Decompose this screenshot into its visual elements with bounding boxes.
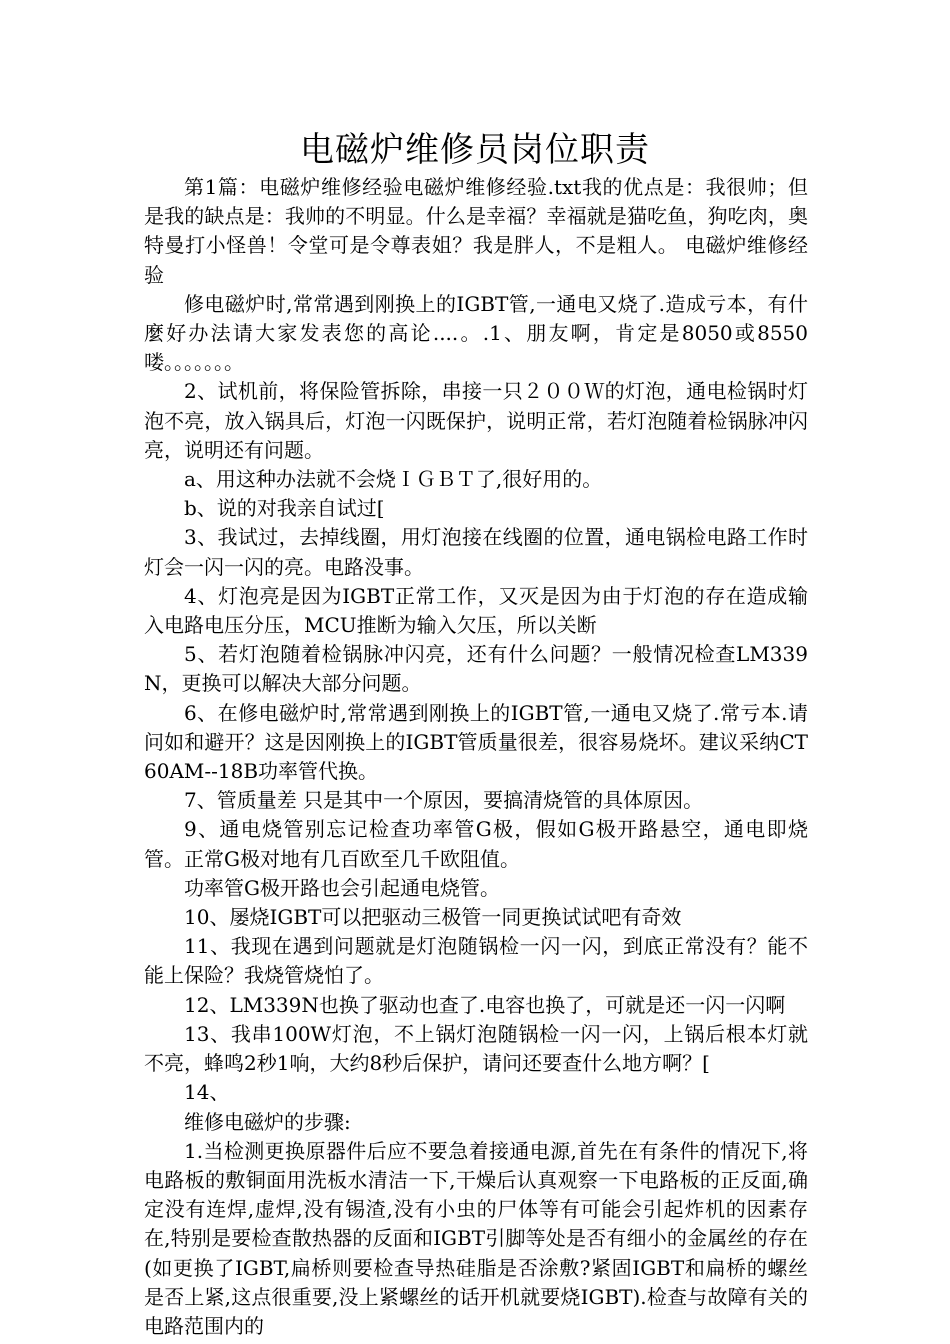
paragraph: 修电磁炉时,常常遇到刚换上的IGBT管,一通电又烧了.造成亏本，有什麼好办法请大家发表您的高论....。.1、朋友啊，肯定是8050或8550喽。。。。。。。 [144, 291, 808, 375]
paragraph: 3、我试过，去掉线圈，用灯泡接在线圈的位置，通电锅检电路工作时灯会一闪一闪的亮。电路没事。 [144, 525, 808, 579]
paragraph: 9、通电烧管别忘记检查功率管G极，假如G极开路悬空，通电即烧管。正常G极对地有几百欧至几千欧阻值。 [144, 817, 808, 871]
paragraph: 第1篇：电磁炉维修经验电磁炉维修经验.txt我的优点是：我很帅；但是我的缺点是：我帅的不明显。什么是幸福？幸福就是猫吃鱼，狗吃肉，奥特曼打小怪兽！令堂可是令尊表姐？我是胖人，不是粗人。 电磁炉维修经验 [144, 175, 808, 287]
paragraph: 维修电磁炉的步骤: [184, 1109, 351, 1134]
paragraph: 6、在修电磁炉时,常常遇到刚换上的IGBT管,一通电又烧了.常亏本.请问如和避开？这是因刚换上的IGBT管质量很差，很容易烧坏。建议采纳CT60AM--18B功率管代换。 [144, 700, 808, 784]
paragraph: 7、管质量差 只是其中一个原因，要搞清烧管的具体原因。 [184, 788, 704, 813]
paragraph: 功率管G极开路也会引起通电烧管。 [184, 875, 500, 900]
paragraph: 11、我现在遇到问题就是灯泡随锅检一闪一闪，到底正常没有？能不能上保险？我烧管烧怕了。 [144, 934, 808, 988]
paragraph: 5、若灯泡随着检锅脉冲闪亮，还有什么问题？一般情况检查LM339N，更换可以解决大部分问题。 [144, 642, 808, 696]
paragraph: 13、我串100W灯泡，不上锅灯泡随锅检一闪一闪，上锅后根本灯就不亮，蜂鸣2秒1响，大约8秒后保护，请问还要查什么地方啊？[ [144, 1021, 808, 1076]
paragraph: 2、试机前，将保险管拆除，串接一只２００Ｗ的灯泡，通电检锅时灯泡不亮，放入锅具后，灯泡一闪既保护，说明正常，若灯泡随着检锅脉冲闪亮，说明还有问题。 [144, 379, 808, 462]
document-title: 电磁炉维修员岗位职责 [300, 130, 650, 170]
paragraph: 1.当检测更换原器件后应不要急着接通电源,首先在有条件的情况下,将电路板的敷铜面用洗板水清洁一下,干燥后认真观察一下电路板的正反面,确定没有连焊,虚焊,没有锡渣,没有小虫的尸体等有可能会引起炸机的因素存在,特别是要检查散热器的反面和IGBT引脚等处是否有细小的金属丝的存在(如更换了IGBT,扁桥则要检查导热硅脂是否涂敷?紧固IGBT和扁桥的螺丝是否上紧,这点很重要,没上紧螺丝的话开机就要烧IGBT).检查与故障有关的电路范围内的 [144, 1138, 808, 1338]
paragraph: 10、屡烧IGBT可以把驱动三极管一同更换试试吧有奇效 [184, 905, 682, 930]
paragraph: 12、LM339N也换了驱动也查了.电容也换了，可就是还一闪一闪啊 [184, 992, 786, 1017]
paragraph: 14、 [184, 1080, 230, 1105]
paragraph: a、用这种办法就不会烧ＩＧＢＴ了,很好用的。 [184, 467, 603, 492]
paragraph: 4、灯泡亮是因为IGBT正常工作，又灭是因为由于灯泡的存在造成输入电路电压分压，MCU推断为输入欠压，所以关断 [144, 583, 808, 638]
document-body [144, 173, 808, 1341]
paragraph: b、说的对我亲自试过[ [184, 496, 385, 521]
